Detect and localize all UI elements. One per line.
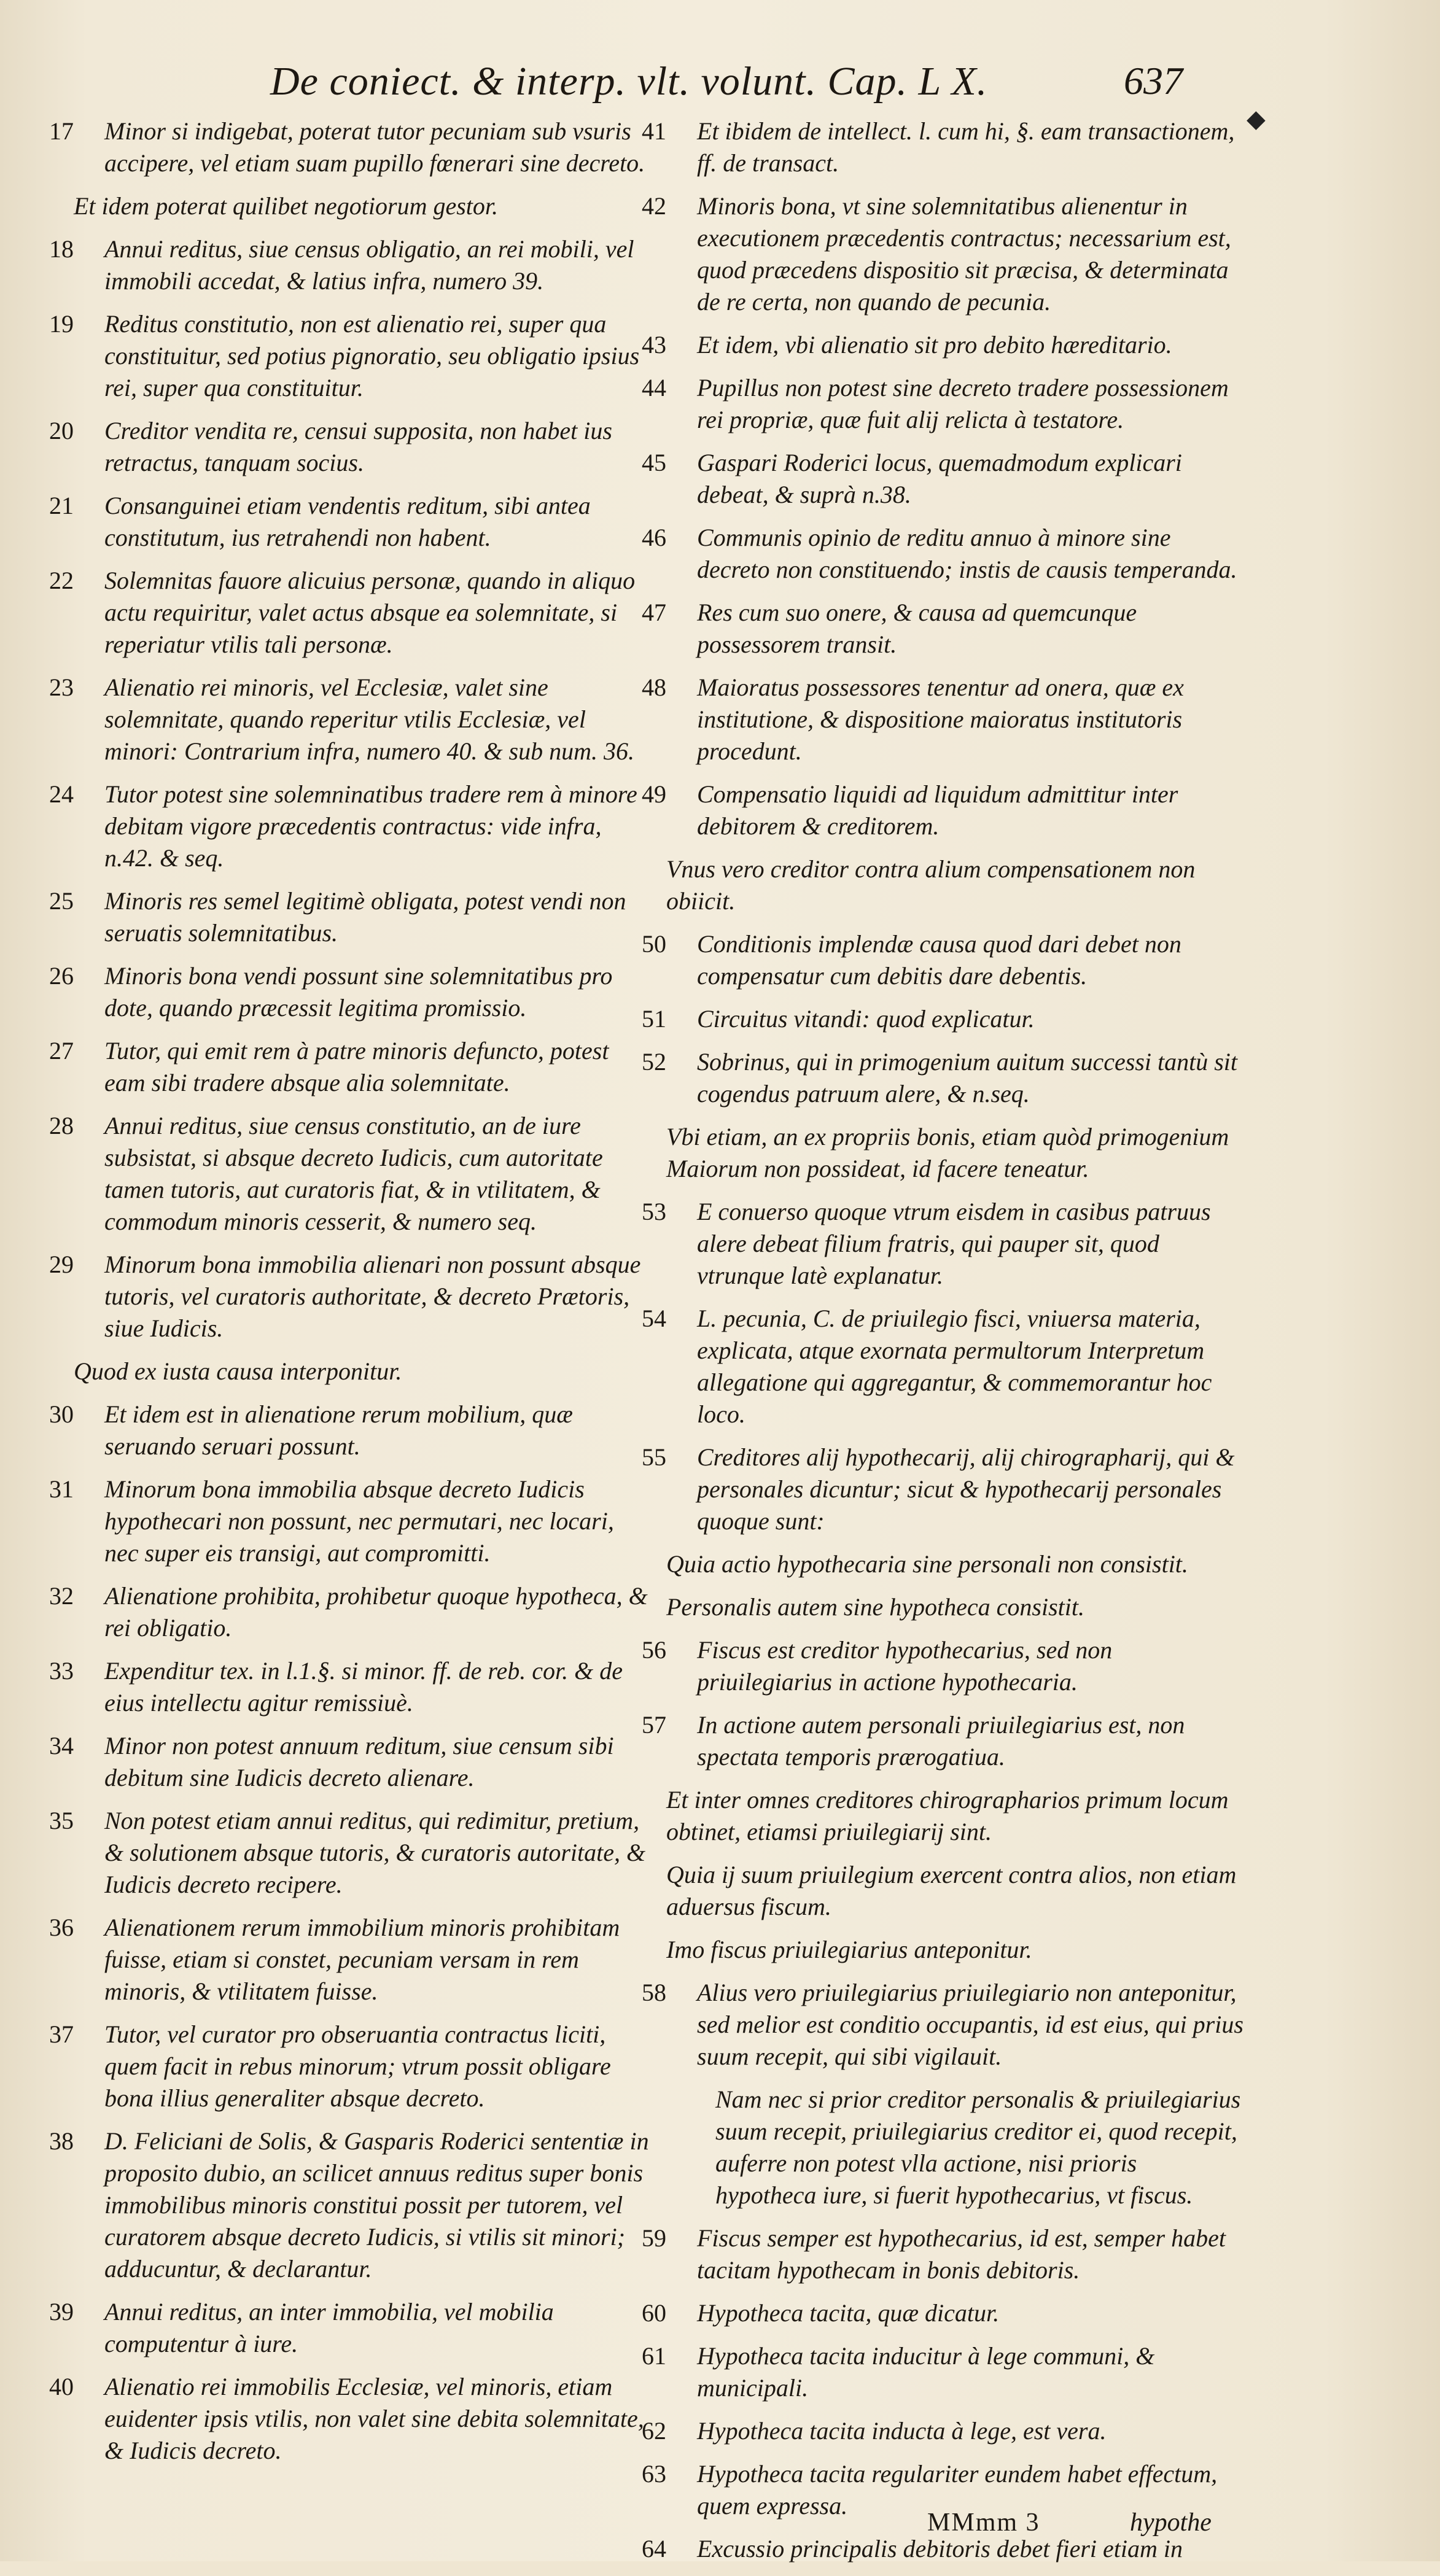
entry-text: Fiscus semper est hypothecarius, id est, semper habet tacitam hypothecam in bonis debitoris.	[697, 2224, 1226, 2284]
entry-number: 29	[49, 1251, 74, 1278]
index-entry	[49, 233, 651, 297]
entry-number: 59	[642, 2224, 666, 2252]
index-entry	[49, 2296, 651, 2360]
index-entry	[49, 1912, 651, 2008]
entry-number: 38	[49, 2127, 74, 2155]
entry-text: Conditionis implendæ causa quod dari debet non compensatur cum debitis dare debentis.	[697, 930, 1181, 990]
page-header	[0, 58, 1440, 114]
entry-number: 51	[642, 1005, 666, 1033]
entry-text: Creditor vendita re, censui supposita, non habet ius retractus, tanquam socius.	[104, 417, 612, 476]
index-entry	[49, 885, 651, 949]
index-entry	[49, 1399, 651, 1462]
index-entry	[642, 597, 1243, 661]
entry-number: 36	[49, 1914, 74, 1941]
entry-text: Gaspari Roderici locus, quemadmodum explicari debeat, & suprà n.38.	[697, 449, 1182, 508]
index-entry	[642, 1977, 1243, 2073]
right-column	[642, 115, 1243, 2576]
index-entry	[49, 1035, 651, 1099]
entry-text: Minorum bona immobilia alienari non possunt absque tutoris, vel curatoris authoritate, & decreto Prætoris, siue Iudicis.	[104, 1251, 641, 1342]
index-entry	[49, 1110, 651, 1238]
page-number: 637	[1124, 59, 1183, 103]
entry-number: 60	[642, 2299, 666, 2327]
entry-number: 33	[49, 1657, 74, 1685]
index-entry	[642, 1634, 1243, 1698]
entry-number: 47	[642, 599, 666, 626]
entry-number: 42	[642, 192, 666, 220]
entry-text: Alienatione prohibita, prohibetur quoque hypotheca, & rei obligatio.	[104, 1582, 648, 1642]
index-entry	[49, 1655, 651, 1719]
entry-number: 31	[49, 1475, 74, 1503]
index-subnote: Quia ij suum priuilegium exercent contra alios, non etiam aduersus fiscum.	[666, 1861, 1237, 1920]
entry-number: 23	[49, 673, 74, 701]
index-subnote: Personalis autem sine hypotheca consistit.	[666, 1593, 1085, 1621]
index-entry	[642, 1003, 1243, 1035]
entry-text: Alius vero priuilegiarius priuilegiario non anteponitur, sed melior est conditio occupantis, id est eius, qui prius suum recepit, qui sibi vigilauit.	[697, 1979, 1243, 2070]
entry-number: 41	[642, 117, 666, 145]
entry-text: E conuerso quoque vtrum eisdem in casibus patruus alere debeat filium fratris, qui pauper sit, quod vtrunque latè explanatur.	[697, 1198, 1211, 1289]
entry-text: Minor si indigebat, poterat tutor pecuniam sub vsuris accipere, vel etiam suam pupillo fœnerari sine decreto.	[104, 117, 645, 177]
entry-number: 34	[49, 1732, 74, 1759]
index-subnote: Et inter omnes creditores chirographarios primum locum obtinet, etiamsi priuilegiarij sint.	[666, 1786, 1229, 1845]
index-entry	[49, 308, 651, 404]
index-entry	[49, 2019, 651, 2114]
entry-text: Pupillus non potest sine decreto tradere possessionem rei propriæ, quæ fuit alij relicta à testatore.	[697, 374, 1229, 433]
entry-text: Non potest etiam annui reditus, qui redimitur, pretium, & solutionem absque tutoris, & curatoris autoritate, & Iudicis decreto recipere.	[104, 1807, 646, 1898]
index-subnote: Quia actio hypothecaria sine personali non consistit.	[666, 1550, 1188, 1578]
index-subnote: Imo fiscus priuilegiarius anteponitur.	[666, 1936, 1032, 1963]
index-entry	[642, 2222, 1243, 2286]
catchword: hypothe	[1130, 2508, 1212, 2537]
index-entry	[49, 565, 651, 661]
index-entry	[49, 1730, 651, 1794]
entry-number: 52	[642, 1048, 666, 1076]
entry-number: 17	[49, 117, 74, 145]
index-entry	[642, 2297, 1243, 2329]
index-entry	[642, 778, 1243, 842]
index-entry	[49, 960, 651, 1024]
entry-text: Annui reditus, an inter immobilia, vel mobilia computentur à iure.	[104, 2298, 554, 2357]
entry-number: 48	[642, 673, 666, 701]
entry-text: Annui reditus, siue census obligatio, an rei mobili, vel immobili accedat, & latius infra, numero 39.	[104, 235, 634, 295]
ink-mark-icon: ◆	[1247, 105, 1266, 133]
index-entry	[642, 1709, 1243, 1773]
entry-text: Consanguinei etiam vendentis reditum, sibi antea constitutum, ius retrahendi non habent.	[104, 492, 591, 551]
entry-text: Creditores alij hypothecarij, alij chirographarij, qui & personales dicuntur; sicut & hypothecarij personales quoque sunt:	[697, 1443, 1235, 1535]
entry-number: 21	[49, 492, 74, 519]
entry-number: 45	[642, 449, 666, 476]
running-title: De coniect. & interp. vlt. volunt. Cap. L X.	[270, 59, 988, 104]
entry-text: D. Feliciani de Solis, & Gasparis Roderici sententiæ in proposito dubio, an scilicet annuus reditus super bonis immobilibus minoris constitui possit per tutorem, vel curatorem absque decreto Iudicis, si vtilis sit minori; adducuntur, & declarantur.	[104, 2127, 649, 2283]
entry-text: Minoris res semel legitimè obligata, potest vendi non seruatis solemnitatibus.	[104, 887, 626, 947]
entry-text: Sobrinus, qui in primogenium auitum successi tantù sit cogendus patruum alere, & n.seq.	[697, 1048, 1237, 1108]
index-entry	[642, 672, 1243, 767]
entry-number: 19	[49, 310, 74, 338]
index-subnote: Et idem poterat quilibet negotiorum gestor.	[74, 192, 499, 220]
index-entry	[49, 672, 651, 767]
entry-text: Expenditur tex. in l.1.§. si minor. ff. de reb. cor. & de eius intellectu agitur remissiuè.	[104, 1657, 623, 1717]
entry-number: 24	[49, 780, 74, 808]
index-entry	[49, 778, 651, 874]
entry-number: 56	[642, 1636, 666, 1664]
entry-number: 54	[642, 1305, 666, 1332]
entry-text: Minoris bona vendi possunt sine solemnitatibus pro dote, quando præcessit legitima promissio.	[104, 962, 613, 1022]
index-entry	[49, 2125, 651, 2285]
entry-text: Hypotheca tacita inducta à lege, est vera.	[697, 2417, 1107, 2445]
entry-text: Annui reditus, siue census constitutio, an de iure subsistat, si absque decreto Iudicis, cum autoritate tamen tutoris, aut curatoris fiat, & in vtilitatem, & commodum minoris cesserit, & numero seq.	[104, 1112, 603, 1235]
entry-number: 44	[642, 374, 666, 402]
index-subnote: Vbi etiam, an ex propriis bonis, etiam quòd primogenium Maiorum non possideat, id facere teneatur.	[666, 1123, 1229, 1182]
index-entry	[642, 329, 1243, 361]
entry-number: 50	[642, 930, 666, 958]
entry-number: 18	[49, 235, 74, 263]
index-entry	[642, 1441, 1243, 1537]
index-entry	[49, 115, 651, 179]
entry-number: 40	[49, 2373, 74, 2400]
entry-text: Compensatio liquidi ad liquidum admittitur inter debitorem & creditorem.	[697, 780, 1178, 840]
signature-mark: MMmm 3	[927, 2508, 1040, 2537]
entry-text: Reditus constitutio, non est alienatio rei, super qua constituitur, sed potius pignoratio, seu obligatio ipsius rei, super qua constituitur.	[104, 310, 640, 402]
index-entry	[49, 1580, 651, 1644]
entry-number: 22	[49, 567, 74, 594]
entry-number: 32	[49, 1582, 74, 1610]
entry-number: 30	[49, 1400, 74, 1428]
entry-number: 43	[642, 331, 666, 359]
entry-number: 28	[49, 1112, 74, 1139]
entry-text: Excussio principalis debitoris debet fieri etiam in	[697, 2535, 1183, 2562]
index-subnote: Quod ex iusta causa interponitur.	[74, 1357, 402, 1385]
index-entry	[642, 372, 1243, 436]
entry-number: 62	[642, 2417, 666, 2445]
entry-text: Solemnitas fauore alicuius personæ, quando in aliquo actu requiritur, valet actus absque ea solemnitate, si reperiatur vtilis tali personæ.	[104, 567, 636, 658]
entry-number: 63	[642, 2460, 666, 2488]
index-entry	[642, 928, 1243, 992]
entry-text: Circuitus vitandi: quod explicatur.	[697, 1005, 1035, 1033]
left-column	[49, 115, 651, 2478]
entry-number: 26	[49, 962, 74, 990]
entry-text: Tutor potest sine solemninatibus tradere rem à minore debitam vigore præcedentis contractus: vide infra, n.42. & seq.	[104, 780, 637, 872]
entry-number: 46	[642, 524, 666, 551]
entry-number: 27	[49, 1037, 74, 1065]
entry-text: Communis opinio de reditu annuo à minore sine decreto non constituendo; instis de causis temperanda.	[697, 524, 1237, 583]
entry-text: Et idem est in alienatione rerum mobilium, quæ seruando seruari possunt.	[104, 1400, 573, 1460]
entry-text: Hypotheca tacita, quæ dicatur.	[697, 2299, 1000, 2327]
index-entry	[642, 1196, 1243, 1292]
index-entry	[642, 190, 1243, 318]
entry-text: Et idem, vbi alienatio sit pro debito hæreditario.	[697, 331, 1172, 359]
entry-text: Fiscus est creditor hypothecarius, sed non priuilegiarius in actione hypothecaria.	[697, 1636, 1113, 1696]
index-entry	[642, 522, 1243, 586]
entry-text: Minoris bona, vt sine solemnitatibus alienentur in executionem præcedentis contractus; necessarium est, quod præcedens dispositio sit præcisa, & determinata de re certa, non quando de pecunia.	[697, 192, 1231, 316]
entry-number: 64	[642, 2535, 666, 2562]
entry-number: 20	[49, 417, 74, 444]
page-footer	[639, 2508, 1253, 2545]
entry-number: 55	[642, 1443, 666, 1471]
entry-text: Et ibidem de intellect. l. cum hi, §. eam transactionem, ff. de transact.	[697, 117, 1235, 177]
index-entry	[642, 2415, 1243, 2447]
entry-number: 53	[642, 1198, 666, 1225]
index-entry	[642, 1046, 1243, 1110]
entry-text: Alienatio rei immobilis Ecclesiæ, vel minoris, etiam euidenter ipsis vtilis, non valet sine debita solemnitate, & Iudicis decreto.	[104, 2373, 644, 2464]
index-entry	[642, 115, 1243, 179]
entry-text: Alienatio rei minoris, vel Ecclesiæ, valet sine solemnitate, quando reperitur vtilis Ecclesiæ, vel minori: Contrarium infra, numero 40. & sub num. 36.	[104, 673, 635, 765]
index-subnote: Nam nec si prior creditor personalis & priuilegiarius suum recepit, priuilegiarius creditor ei, quod recepit, auferre non potest vlla actione, nisi prioris hypotheca iure, si fuerit hypothecarius, vt fiscus.	[715, 2085, 1241, 2209]
index-entry	[642, 1303, 1243, 1430]
entry-text: Tutor, vel curator pro obseruantia contractus liciti, quem facit in rebus minorum; vtrum possit obligare bona illius generaliter absque decreto.	[104, 2020, 611, 2112]
entry-number: 49	[642, 780, 666, 808]
index-entry	[49, 415, 651, 479]
entry-text: Tutor, qui emit rem à patre minoris defuncto, potest eam sibi tradere absque alia solemnitate.	[104, 1037, 609, 1096]
index-entry	[49, 1805, 651, 1901]
entry-text: Maioratus possessores tenentur ad onera, quæ ex institutione, & dispositione maioratus institutoris procedunt.	[697, 673, 1184, 765]
index-entry	[49, 1249, 651, 1344]
entry-text: Minor non potest annuum reditum, siue censum sibi debitum sine Iudicis decreto alienare.	[104, 1732, 614, 1791]
entry-text: In actione autem personali priuilegiarius est, non spectata temporis prærogatiua.	[697, 1711, 1185, 1771]
entry-text: Alienationem rerum immobilium minoris prohibitam fuisse, etiam si constet, pecuniam versam in rem minoris, & vtilitatem fuisse.	[104, 1914, 620, 2005]
index-entry	[49, 490, 651, 554]
entry-text: Hypotheca tacita regulariter eundem habet effectum, quem expressa.	[697, 2460, 1218, 2520]
index-subnote: Vnus vero creditor contra alium compensationem non obiicit.	[666, 855, 1196, 915]
entry-text: Hypotheca tacita inducitur à lege communi, & municipali.	[697, 2342, 1155, 2402]
index-entry	[642, 2340, 1243, 2404]
entry-number: 39	[49, 2298, 74, 2326]
entry-number: 37	[49, 2020, 74, 2048]
entry-text: Minorum bona immobilia absque decreto Iudicis hypothecari non possunt, nec permutari, nec locari, nec super eis transigi, aut compromitti.	[104, 1475, 614, 1567]
entry-text: L. pecunia, C. de priuilegio fisci, vniuersa materia, explicata, atque exornata permultorum Interpretum allegatione qui aggregantur, & commemorantur hoc loco.	[697, 1305, 1212, 1428]
entry-number: 61	[642, 2342, 666, 2370]
entry-text: Res cum suo onere, & causa ad quemcunque possessorem transit.	[697, 599, 1137, 658]
entry-number: 58	[642, 1979, 666, 2006]
entry-number: 25	[49, 887, 74, 915]
index-entry	[49, 1473, 651, 1569]
entry-number: 35	[49, 1807, 74, 1834]
index-entry	[49, 2371, 651, 2467]
entry-number: 57	[642, 1711, 666, 1739]
index-entry	[642, 447, 1243, 511]
